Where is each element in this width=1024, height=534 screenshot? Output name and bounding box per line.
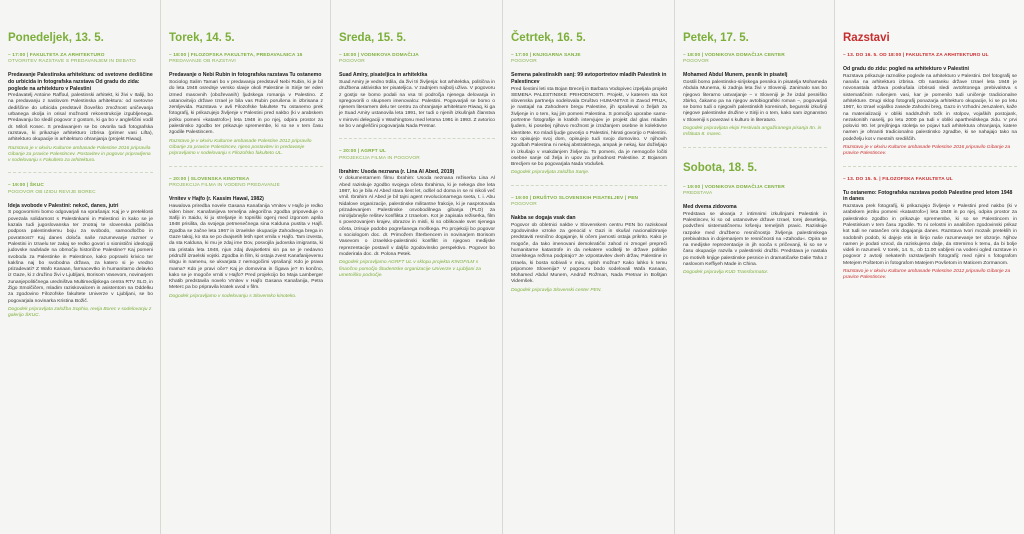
event-type: POGOVOR <box>339 59 365 65</box>
day-heading: Sobota, 18. 5. <box>683 161 758 174</box>
event-type: POGOVOR <box>511 59 537 65</box>
day-heading: Petek, 17. 5. <box>683 32 749 44</box>
event-time: – 18:00 | VODNIKOVA DOMAČIJA CENTER <box>683 53 785 58</box>
event-note: Razstavo je v okviru Kulturne ambasade Palestine 2012 pripravilo Gibanje za pravice Palestincev, njeno postavitev in predavanje pripravljamo v sodelovanju s Filozofsko fakulteto UL. <box>169 138 312 157</box>
event-note: Dogodek pripravljata založba Sophia, revija Borec v sodelovanju z galerijo ŠKUC. <box>8 306 152 319</box>
event-note: Dogodek pripravlja KUD Transformator. <box>683 270 769 276</box>
event-text: S pogovornimi bomo odgovarjali na vprašanja: Kaj je v preteklosti povezala solidarnost s Palestinkami in Palestinci in kako se je kazala tudi jugoslovanska ter znotraj te slovenska politična podpora palestinskemu boju za svobodo, samoodločbo in povratnost? Kaj danes določa naše razumevanje razmer v Palestini in Izraelu ter zakaj se redko govori o sionistični ideologiji judovske nadvlade na območju historične Palestine? Kaj pomeni svoboda za Palestinke in Palestince, kako popraviti krivico ter kakšna naj bo svobodna država, za katero si je vredno prizadevati? Z Wafo Kanaan, farmacevtko in humanitarno delavko iz Gaze, ki z družino živi v Ljubljani, Borisom Vasevom, novinarjem zunanjepolitičnega uredništva Multimedijskega centra RTV SLO, in Žigo Smolčičem, mladim raziskovalcem in asistentom na Oddelku za zgodovino Filozofske fakultete Univerze v Ljubljani, se bo pogovarjala novinarka Kristina Božič. <box>8 210 153 304</box>
day-heading: Četrtek, 16. 5. <box>511 32 586 44</box>
event-title: Med dvema zidovoma <box>683 204 737 211</box>
event-title: Predavanje Palestinska arhitektura: od svetovne dediščine do urbicida in fotografska razstava Od gradu do zida: poglede na arhitekturo v Palestini <box>8 72 153 92</box>
event-type: PROJEKCIJA FILMA IN VODENO PREDAVANJE <box>169 182 280 188</box>
event-time: – 17:00 | KNJIGARNA SANJE <box>511 53 581 58</box>
event-meta <box>169 177 323 189</box>
event-note: Razstavo je v okviru Kulturne ambasade Palestine 2012 pripravilo Gibanje za pravice Palestincev. <box>843 269 1011 281</box>
event-time: – 20:00 | AGRFT UL <box>339 149 387 155</box>
divider <box>843 166 1017 167</box>
event-title: Od gradu do zidu: pogled na arhitekturo v Palestini <box>843 66 969 73</box>
event-text: Predavatelj Antoine Raffoul, palestinski arhitekt, ki živi v Italiji, bo na predavanju z naslovom Palestinska arhitektura: od svetovne dediščine do urbicida predstavil človeško zmožnost uničevanja urbanega okolja in orisal možnosti rekonstrukcije izgubljenega. Predavanju bo sledil pogovor z gostom, ki ga bo v angleščini vodil dr. Miloš Kosec. S predavanjem se bo otvorila tudi fotografska razstava, ki prikazuje arhitekturo izbrisa (primer vasi Lifta), arhitekturo okupacije in arhitekturo ohranjanja (projekt Riwaq). <box>8 93 153 143</box>
day-heading: Ponedeljek, 13. 5. <box>8 32 104 44</box>
event-type: PREDSTAVA <box>683 190 713 196</box>
event-meta <box>843 177 1017 183</box>
event-meta <box>8 183 153 195</box>
event-time: – 18:00 | VODNIKOVA DOMAČIJA <box>339 53 419 58</box>
event-text: Hawalova priredba novele Gasana Kanafanija Vrnitev v Hajfo je redko viden biser. Kanafanijeva temeljna alegorična zgodba pripoveduje o Safiji in Saidu, ki ju streljanje in topniški ogenj med izgonom aprila 1948 prisilita, da svojega petmesečnega sina Kalduna pustita v Hajfi. Zgodba se začne leta 1967 in izraelske okupacije Zahodnega brega in Gaze takoj, ko sta se po dvajsetih letih spet vrnila v Hajfo. Tam izvesta, da sta Kalduna, ki mu je zdaj ime Dov, posvojila judovska imigranta, ki sta pristala leta 1948, njun zdaj dvajsetletni sin pa se je nedavno pridružil izraelski vojski. Zgodba in film, ki ostaja zvest Kanafanijevemu slogu in namenu, se ukvarjata z nemogočimi vprašanji: Kdo je prava mama? Kdo je pravi oče? Kaj je domovina in čigava je? In končno, kako se je mogoče vrniti v Hajfo? Pred projekcijo bo Maja Lamberger Khatib predstavila novelo Vrnitev v Hajfo Gasana Kanafanija, Petra Meterc pa bo pripravila kratek uvod v film. <box>169 203 323 291</box>
column-tuesday <box>160 0 330 534</box>
event-note: Dogodek pripravljata založba Sanje. <box>511 170 590 176</box>
event-note: Razstavo je v okviru Kulturne ambasade Palestine 2016 pripravilo Gibanje za pravice Palestincev. <box>843 145 1011 157</box>
divider <box>8 172 153 173</box>
event-title: Nakba se dogaja vsak dan <box>511 215 576 222</box>
event-time: – 19:00 | DRUŠTVO SLOVENSKIH PISATELJEV | PEN <box>511 195 639 201</box>
event-meta <box>339 53 495 65</box>
event-time: – 19:00 | VODNIKOVA DOMAČIJA CENTER <box>683 184 785 190</box>
divider <box>169 166 323 167</box>
event-text: Razstava prikazuje raznolike poglede na arhitekturo v Palestini. Del fotografij se nanaša na arhitekturo izbrisa. Ob nastanku države Izrael leta 1948 je novonastala država poskušala izbrisati sledi avtohtonega prebivalstva s sistematičnim rušenjem vasi, kar je pomenilo tudi uničenje tradicionalne arhitekture. Drugi sklop fotografij ponazarja arhitekturo okupacije, ki se po letu 1967, ko Izrael vojaško zasede Zahodni breg, Gazo in Vzhodni Jeruzalem, kaže na materializaciji v obliki naddružnih točk in stolpov, vojaških postojank, nezakonitih naselij, po letu 2000 pa tudi v obliki apartheidskega zidu. V prvi polovici 90. let prejšnjega stoletja se pojavi tudi arhitektura ohranjanja, katere namen je ohraniti tradicionalno palestinsko zgradbe, ki se nahajajo tako na podeželju kot v mestnih središčih. <box>843 73 1017 142</box>
column-friday-saturday <box>674 0 834 534</box>
event-title: Predavanje o Nebi Rubin in fotografska razstava Tu ostanemo <box>169 72 322 79</box>
day-heading: Sreda, 15. 5. <box>339 32 407 44</box>
event-type: PREDAVANJE OB RAZSTAVI <box>169 59 236 65</box>
event-time: – 13. DO 15. 5. | FILOZOFSKA FAKULTETA UL <box>843 176 953 182</box>
event-note: Razstava je v okviru Kulturne ambasade Palestine 2016 pripravila Gibanje za pravice Palestincev. Postavitev in pogovor pripravljena v sodelovanju s Fakulteto za arhitekturo. <box>8 145 151 164</box>
event-type: POGOVOR <box>511 201 537 207</box>
event-title: Suad Amiry, pisateljica in arhitektka <box>339 72 428 79</box>
event-meta <box>683 53 827 65</box>
event-time: – 20:00 | SLOVENSKA KINOTEKA <box>169 176 250 182</box>
event-meta <box>511 196 667 208</box>
event-meta <box>843 53 1017 59</box>
day-heading: Razstavi <box>843 32 890 44</box>
event-note: Dogodek pripravlja Slovenski center PEN. <box>511 287 602 293</box>
event-type: OTVORITEV RAZSTAVE S PREDAVANJEM IN DEBATO <box>8 59 136 65</box>
event-text: Pogovor ob obletnici nakbe v Slovenskem centru PEN bo raziskoval zgodovinske vzroke za genocid v Gazi in skušal nacionaliziranje predstaviti resnično dogajanje, ki očem javnosti ostaja prikrito. Kako je mogoče, da tako imenovani demokratični zahod ni zmogel prepreči humanitarne katastrofe in da nekatere voditelji te države politike izraelskega režima podpirajo? Je vzpostavitev dveh držav, Palestine in Izraela, ki bosta sobivali v miru, sploh možna? Kako lahko k temu pripomore Slovenija? V pogovoru bodo sodelovali Wafa Kanaan, Mohamed Abdul Munem, Andraž Rožman, Nada Pretnar in Boštjan Videmšek. <box>511 222 667 285</box>
event-text: Pred šestimi leti sta Bojan Brecelj in Barbara Vodopivec izpeljala projekt SEMENA PALESTINSKE PRIHODNOSTI. Projekt, v katerem sta kot slovenska partnerja sodelovala Društvo HUMANITAS in Zavod PRIJA, je nastajal na Zahodnem bregu Palestine, jih spraševal o željah za življenje in o tem, kaj jim pomeni Palestina. S pomočjo uporabe samo-portretne fotografije in kratkih intervjujev je projekt dal glas mladim ljudem, ki posebej njihovo možnost je izražanjem osebne in kolektivne identitete. Ko mladi ljudje govorijo o Palestini, hkrati govorijo o Palestini. Ko opisujejo svoj dom, opisujejo tudi svojo domovino. V njihovih zgodbah Palestina ni nekaj abstraktnega, ampak je nekaj, kar doživljajo in izkušajo v vsakdanjem življenju. To pomeni, da je nemogoče ločiti osebne sanje od želja in upov za prihodnost Palestine. Z Bojanom Brecljem se bo pogovarjala Nada Vodušek. <box>511 86 667 168</box>
event-type: POGOVOR OB IZIDU REVIJE BOREC <box>8 189 96 195</box>
event-title: Vrnitev v Hajfo (r. Kassim Hawal, 1982) <box>169 195 264 202</box>
event-note: Dogodek pripravljamo v sodelovanju s Slovensko kinoteko. <box>169 293 297 299</box>
event-title: Tu ostanemo: Fotografska razstava podob Palestine pred letom 1948 in danes <box>843 189 1013 203</box>
event-text: V dokumentarnem filmu Ibrahim: Usoda neznana režiserka Lina Al Abed raziskuje zgodbo svojega očeta Ibrahima, ki je nekega dne leta 1987, ko je bila Al Abed stara šest let, odšel od doma in se ni nikoli več vrnil. Ibrahim Al Abed je bil tajni agent revolucionarnega sveta, t. i. Abu Nidalove organizacije, palestinske militantne frakcije, ki je nasprotovala prizadevanjem Palestinske osvobodilnega gibanja (PLO) za miroljubnejše rešitev konflikta z Izraelom. Kot je zapisala režiserka, film s povezovanjem krajev, obrazov in misli, ki so oblikovale svet njenega očeta, izrisuje podobo pogrešanega moškega. Po projekciji bo pogovor s sociologom doc. dr. Primožem Šterbencem in novinarjem Borisom Vasevom o izraelsko-palestinski konflikt in njegovo medijske reprezentacije postavil v daljšo zgodovinsko perspektivo. Pogovor bo moderirala doc. dr. Polona Petek. <box>339 176 495 257</box>
event-time: – 13. DO 16. 5. OD 18:00 | FAKULTETA ZA ARHITEKTURO UL <box>843 53 989 58</box>
column-exhibitions <box>834 0 1024 534</box>
event-note: Dogodek pripravljamo AGRFT UL v sklopu projekta KINOFILM s finančno pomočjo Študentske organizacije Univerze v Ljubljani za umetniško področje. <box>339 260 481 278</box>
event-meta <box>169 53 323 65</box>
column-wednesday <box>330 0 502 534</box>
day-heading: Torek, 14. 5. <box>169 32 235 44</box>
event-time: – 17:00 | FAKULTETA ZA ARHITEKTURO <box>8 53 105 58</box>
divider <box>339 138 495 139</box>
event-note: Dogodek pripravljata ekipi Festivala angažiranega pisanja Itn. in Inštituta 8. marec. <box>683 126 822 138</box>
event-type: PROJEKCIJA FILMA IN POGOVOR <box>339 155 420 161</box>
divider <box>683 147 827 148</box>
event-meta <box>8 53 153 65</box>
event-type: POGOVOR <box>683 59 709 65</box>
event-text: Sociolog Salim Tamari bo v predavanju predstavil Nebi Rubin, ki je bil do leta 1948 osrednje versko slavje okoli Palestine in Sirije ter eden izmed masovnih (oboževanih) ljudskega romanja v Palestino. Z ustanovitvijo države Izrael je bila vas Rubin porušena in izbrisana z zemljevida. Razstava v avli Filozofske fakultete Tu ostanemo prek fotografij, ki prikazujejo življenje v Palestini pred nakbo (ki v arabskem jeziku pomeni »katastrofo«) leta 1948 in po njej, odpira prostor za palestinsko zgodbo ter prikazuje spremembe, ki so se v tem času zgodile Palestincem. <box>169 80 323 136</box>
event-text: Gostili bomo palestinsko-sirijskega pesnika in pisatelja Mohameda Abdula Munema, ki zadnja leta živi v Sloveniji. Zanimalo nas bo njegovo literarno ustvarjanje – v Sloveniji je že izdal pesniško zbirko, čakamo pa na njegov avtobiografski roman –, pogovarjali se bomo tudi o njegovih palestinskih koreninah, begunski izkušnji njegove palestinske družine v Siriji in o tem, kako sam izgnanstvo v Sloveniji s povezavi s kulturo in literaturo. <box>683 80 827 123</box>
event-meta <box>683 185 827 197</box>
divider <box>511 185 667 186</box>
event-meta <box>339 149 495 161</box>
event-title: Semena palestinskih sanj: 99 avtoportretov mladih Palestink in Palestincev <box>511 72 667 85</box>
column-monday <box>0 0 160 534</box>
column-thursday <box>502 0 674 534</box>
event-time: – 18:00 | FILOZOFSKA FAKULTETA, PREDAVALNICA 15 <box>169 53 303 58</box>
event-title: Mohamed Abdul Munem, pesnik in pisatelj <box>683 72 788 79</box>
event-text: Predstava se ukvarja z intimnimi izkušnjami Palestink in Palestincev, ki so od ustanovitve države Izrael, torej desetletja, podvrženi sistematičnemu kršenju temeljnih pravic. Raziskuje razpoke med družbeno resničnostjo življenja palestinskega prebivalstva in dojemanjem te resničnosti na »Zahodu«. Opira se na medijske reprezentacije in jih sooča s pričevanji, ki so se v času okupacije razvila v palestinski družbi. Predstava je nastala po motivih knjige palestinske pesnice in dramatičarke Dalie Taha z naslovom Keffiyeh Made in China. <box>683 211 827 268</box>
event-text: Suad Amiry je vedno trdila, da živi tri življenja: kot arhitektka, politična in družbena aktivistka ter pisateljica. V zadnjem najbolj uživa. V pogovoru z gostjo se bomo podali na vsa tri področja njenega delovanja in spregovorili o skupnem imenovalcu: Palestini. Pogovarjali se bomo o njenem literarnem delu ter centru za ohranjanje arhitekture Riwaq, ki ga je Suad Amiry ustanovila leta 1991, ter tudi o njenih izkušnjah članstva v mirovni delegaciji v Washingtonu med letoma 1991 in 1993. Z avtorico se bo v angleščini pogovarjala Nada Pretnar. <box>339 80 495 130</box>
event-title: Ideja svobode v Palestini: nekoč, danes, jutri <box>8 202 119 209</box>
event-time: – 19:00 | ŠKUC <box>8 183 44 189</box>
event-meta <box>511 53 667 65</box>
event-title: Ibrahim: Usoda neznana (r. Lina Al Abed, 2019) <box>339 168 455 175</box>
event-text: Razstava prek fotografij, ki prikazujejo življenje v Palestini pred nakbo (ki v arabskem jeziku pomeni »katastrofo«) leta 1948 in po njej, odpira prostor za palestinsko zgodbo in prikazuje spremembe, ki so se Palestincem in Palestinkam v tem času zgodile. To ni celostni in analitičen zgodovinski prikaz kot tudi ne natančen oris dogajanja danes. Razstava tvori mozaik preteklih in sodobnih podob, ki dajejo vtis in širijo naše razumevanje ter obzorje. Njihov namen je podati vzvod, da raziskujemo dalje, da stremimo k temu, da bi bolje videli in razumeli. V torek, 14. 5., ob 11.00 vabljeni na vodeni ogled razstave in pogovor z avtorji nekaterih razstavljenih fotografij: med njimi s fotografom Metejem Poštetom in fotografom Matejem Povšetom in Maticem Zormanom. <box>843 204 1017 266</box>
